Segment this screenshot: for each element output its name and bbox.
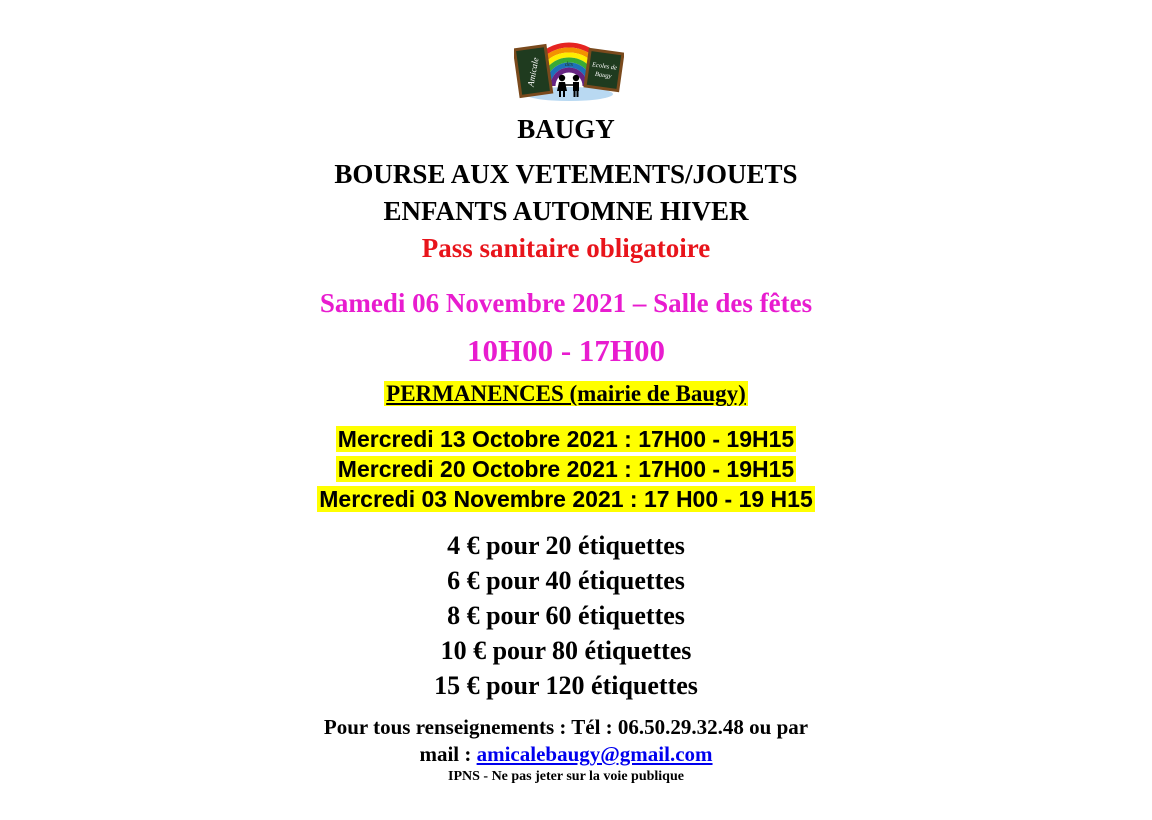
price-item: 8 € pour 60 étiquettes: [447, 601, 685, 630]
contact-mail-prefix: mail :: [419, 742, 477, 766]
permanences-heading-text: PERMANENCES (mairie de Baugy): [386, 381, 746, 406]
health-pass-notice: Pass sanitaire obligatoire: [421, 233, 711, 263]
permanence-slot-text: Mercredi 03 Novembre 2021 : 17 H00 - 19 H15: [319, 486, 813, 512]
permanence-slot-text: Mercredi 20 Octobre 2021 : 17H00 - 19H15: [337, 456, 795, 482]
permanence-slot: [0, 484, 1132, 514]
logo-text-right-1: Ecoles de: [591, 61, 618, 72]
event-hours: 10H00 - 17H00: [466, 333, 666, 368]
event-title-line-1: BOURSE AUX VETEMENTS/JOUETS: [334, 159, 798, 189]
contact-email-link[interactable]: amicalebaugy@gmail.com: [476, 742, 713, 766]
permanence-slot: [0, 424, 1132, 454]
price-item: 6 € pour 40 étiquettes: [447, 566, 685, 595]
permanences-heading: [0, 381, 1132, 407]
amicale-rainbow-logo-icon: [514, 28, 624, 104]
contact-mail-line: [0, 742, 1132, 767]
permanence-slot: [0, 454, 1132, 484]
permanence-slot-text: Mercredi 13 Octobre 2021 : 17H00 - 19H15: [337, 426, 795, 452]
contact-line: Pour tous renseignements : Tél : 06.50.29.32.48 ou par: [323, 715, 809, 739]
town-name: BAUGY: [517, 114, 615, 144]
price-item: 10 € pour 80 étiquettes: [440, 636, 692, 665]
event-date-place: Samedi 06 Novembre 2021 – Salle des fêtes: [319, 288, 813, 318]
ipns-footer: IPNS - Ne pas jeter sur la voie publique: [448, 769, 684, 784]
logo-text-right-2: Baugy: [594, 70, 612, 81]
price-item: 4 € pour 20 étiquettes: [447, 531, 685, 560]
event-title-line-2: ENFANTS AUTOMNE HIVER: [383, 196, 749, 226]
logo-text-left: Amicale: [525, 56, 541, 88]
logo-text-middle: des: [565, 62, 573, 68]
price-item: 15 € pour 120 étiquettes: [434, 671, 698, 700]
